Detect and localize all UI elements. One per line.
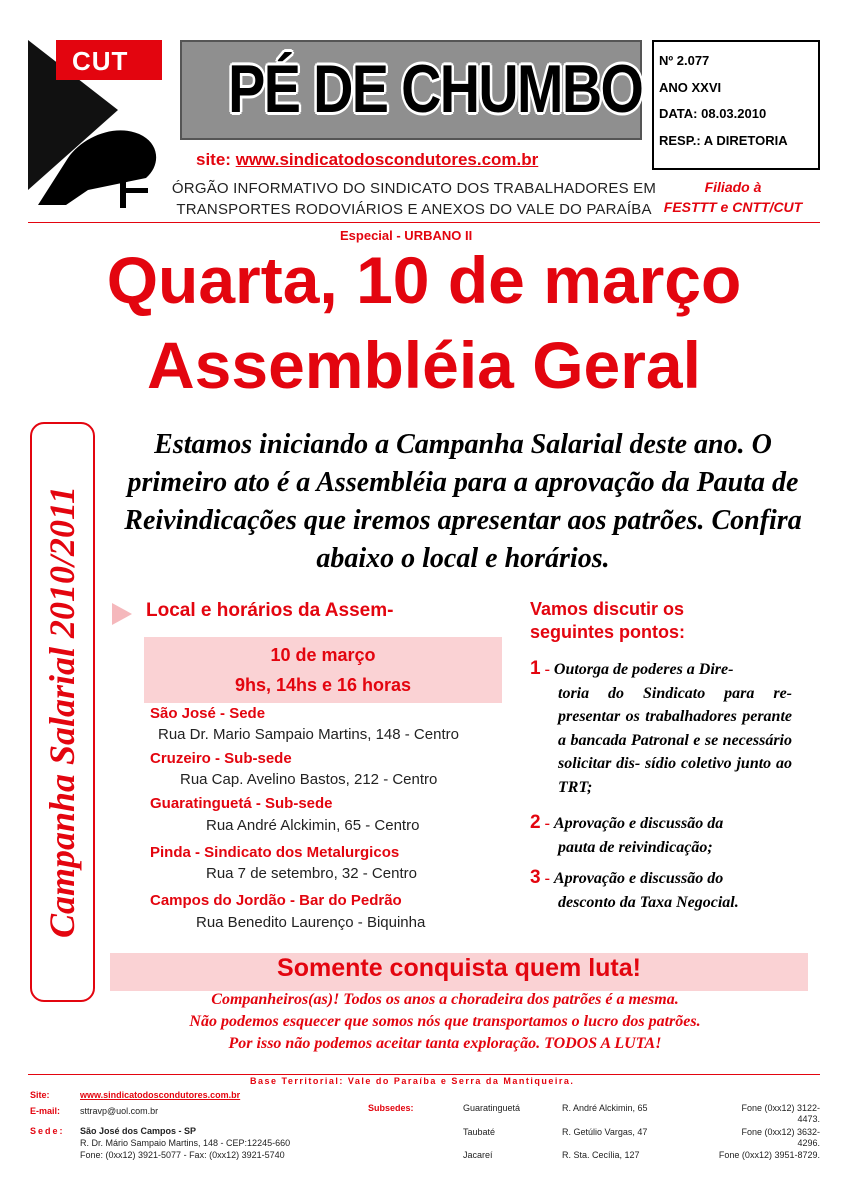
- subsede-phone-line-2: 4296.: [797, 1138, 820, 1148]
- subsede-city: Guaratinguetá: [463, 1103, 521, 1113]
- sidebar-campaign-text: Campanha Salarial 2010/2011: [42, 485, 82, 939]
- affiliated-line-1: Filiado à: [704, 179, 762, 195]
- discussion-point-3: [530, 866, 792, 914]
- subsede-city: Taubaté: [463, 1127, 496, 1137]
- footer-sede-label: Sede:: [30, 1126, 65, 1136]
- site-link[interactable]: www.sindicatodoscondutores.com.br: [235, 150, 539, 169]
- point-number: 3: [530, 867, 541, 888]
- point-dash: -: [544, 661, 554, 678]
- location-name: Guaratinguetá - Sub-sede: [150, 795, 333, 812]
- subsede-phone: [690, 1127, 820, 1149]
- footer-email-label: E-mail:: [30, 1106, 61, 1116]
- location-name: São José - Sede: [150, 705, 266, 722]
- location-address: Rua Cap. Avelino Bastos, 212 - Centro: [180, 771, 438, 788]
- footer-site-link[interactable]: www.sindicatodoscondutores.com.br: [80, 1090, 241, 1100]
- org-line-2: TRANSPORTES RODOVIÁRIOS E ANEXOS DO VALE DO PARAÍBA: [176, 201, 652, 218]
- issue-number: Nº 2.077: [659, 53, 710, 68]
- discussion-point-2: [530, 811, 792, 859]
- meeting-date: 10 de março: [270, 645, 376, 665]
- footer-sede-city: São José dos Campos - SP: [80, 1126, 197, 1136]
- discussion-point-1: [530, 657, 792, 799]
- newspaper-title: PÉ DE CHUMBO: [228, 51, 643, 127]
- point-number: 1: [530, 658, 541, 679]
- point-dash: -: [544, 815, 554, 832]
- footer-subsedes-label: Subsedes:: [368, 1103, 414, 1113]
- subsede-city: Jacareí: [463, 1150, 493, 1160]
- arrow-right-icon: [112, 603, 132, 625]
- point-text-rest: toria do Sindicato para re- presentar os trabalhadores perante a bancada Patronal e se necessário solicitar dis- sídio coletivo junto ao TRT;: [558, 684, 792, 796]
- footer-sede-address: R. Dr. Mário Sampaio Martins, 148 - CEP:12245-660: [80, 1138, 291, 1148]
- footer-divider: [28, 1074, 820, 1075]
- location-name: Campos do Jordão - Bar do Pedrão: [150, 892, 402, 909]
- territorial-base: Base Territorial: Vale do Paraíba e Serra da Mantiqueira.: [250, 1076, 575, 1086]
- slogan: Somente conquista quem luta!: [277, 954, 641, 982]
- headline-title: Assembléia Geral: [147, 328, 701, 402]
- points-title-line-1: Vamos discutir os: [530, 599, 685, 619]
- subsede-phone-line-2: 4473.: [797, 1114, 820, 1124]
- location-address: Rua 7 de setembro, 32 - Centro: [206, 865, 417, 882]
- point-text-first: Aprovação e discussão do: [553, 870, 724, 887]
- closing-message: [100, 989, 790, 1055]
- point-dash: -: [544, 870, 554, 887]
- headline-date: Quarta, 10 de março: [106, 243, 742, 317]
- intro-paragraph: Estamos iniciando a Campanha Salarial deste ano. O primeiro ato é a Assembléia para a aprovação da Pauta de Reivindicações que iremos apresentar aos patrões. Confira abaixo o local e horários.: [124, 429, 802, 574]
- special-edition-label: Especial - URBANO II: [340, 228, 473, 243]
- point-text-first: Outorga de poderes a Dire-: [553, 661, 734, 678]
- closing-line-1: Companheiros(as)! Todos os anos a choradeira dos patrões é a mesma.: [211, 991, 679, 1008]
- site-label: site:: [196, 150, 231, 169]
- subsede-phone-line-1: Fone (0xx12) 3632-: [741, 1127, 820, 1137]
- location-address: Rua André Alckimin, 65 - Centro: [206, 817, 420, 834]
- affiliation: [658, 177, 808, 217]
- location-address: Rua Benedito Laurenço - Biquinha: [196, 914, 426, 931]
- subsede-phone-line-1: Fone (0xx12) 3951-8729.: [718, 1150, 820, 1160]
- issue-date: DATA: 08.03.2010: [659, 106, 767, 121]
- issue-info-box: [652, 40, 820, 170]
- closing-line-2: Não podemos esquecer que somos nós que transportamos o lucro dos patrões.: [189, 1013, 701, 1030]
- point-number: 2: [530, 812, 541, 833]
- location-name: Cruzeiro - Sub-sede: [150, 750, 292, 767]
- point-text-rest: pauta de reivindicação;: [558, 838, 713, 856]
- subsede-phone: [690, 1103, 820, 1125]
- meeting-times: 9hs, 14hs e 16 horas: [234, 675, 412, 695]
- point-text-rest: desconto da Taxa Negocial.: [558, 893, 739, 911]
- subsede-address: R. Sta. Cecília, 127: [562, 1150, 640, 1160]
- subsede-phone: [690, 1150, 820, 1161]
- subsede-address: R. Getúlio Vargas, 47: [562, 1127, 648, 1137]
- footer-site-label: Site:: [30, 1090, 50, 1100]
- location-address: Rua Dr. Mario Sampaio Martins, 148 - Centro: [158, 726, 459, 743]
- affiliated-line-2: FESTTT e CNTT/CUT: [663, 199, 803, 215]
- point-text-first: Aprovação e discussão da: [553, 815, 724, 832]
- organization-description: [168, 178, 660, 220]
- footer-sede-phone: Fone: (0xx12) 3921-5077 - Fax: (0xx12) 3921-5740: [80, 1150, 285, 1160]
- org-line-1: ÓRGÃO INFORMATIVO DO SINDICATO DOS TRABALHADORES EM: [171, 180, 657, 197]
- footer-email-link[interactable]: sttravp@uol.com.br: [80, 1106, 159, 1116]
- header-divider: [28, 222, 820, 223]
- points-title-line-2: seguintes pontos:: [530, 622, 686, 642]
- cut-logo-badge: CUT: [56, 40, 162, 80]
- discussion-points-title: [530, 598, 685, 644]
- date-box: [144, 637, 502, 703]
- issue-year: ANO XXVI: [659, 79, 722, 95]
- local-section-title: Local e horários da Assem-: [146, 600, 394, 621]
- location-name: Pinda - Sindicato dos Metalurgicos: [150, 844, 400, 861]
- closing-line-3: Por isso não podemos aceitar tanta exploração. TODOS A LUTA!: [228, 1035, 662, 1052]
- issue-responsible: RESP.: A DIRETORIA: [659, 132, 788, 148]
- subsede-phone-line-1: Fone (0xx12) 3122-: [741, 1103, 820, 1113]
- site-line: [196, 150, 538, 170]
- subsede-address: R. André Alckimin, 65: [562, 1103, 648, 1113]
